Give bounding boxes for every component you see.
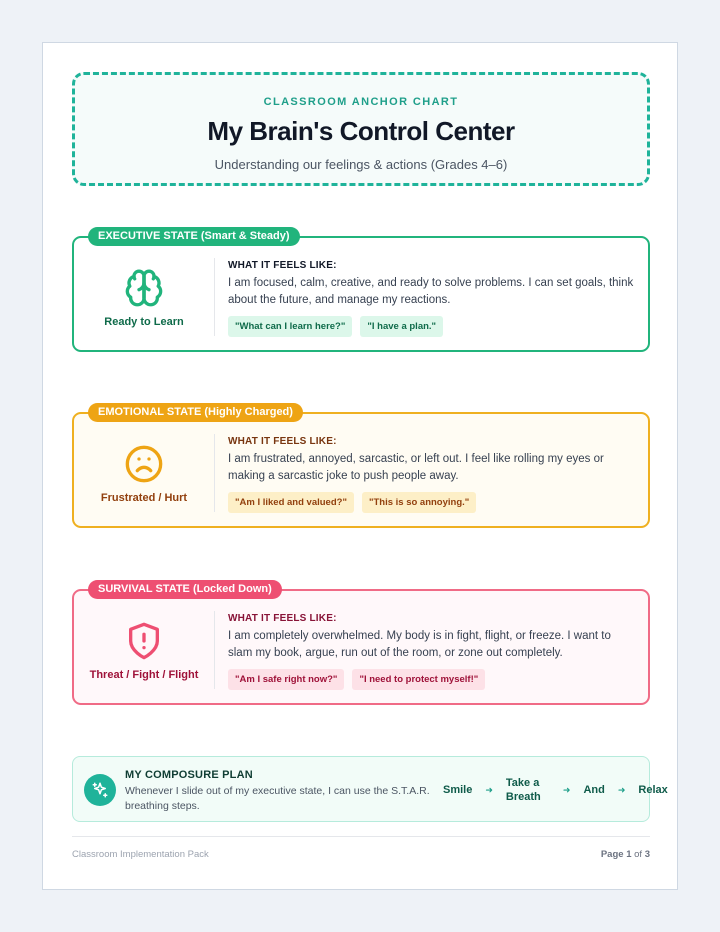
state-kicker: WHAT IT FEELS LIKE: bbox=[228, 260, 337, 271]
state-indicator bbox=[74, 434, 214, 512]
state-body bbox=[228, 260, 638, 337]
divider bbox=[214, 611, 215, 689]
composure-plan bbox=[72, 756, 668, 822]
shield-alert-icon bbox=[124, 621, 164, 661]
arrow-right-icon: ➜ bbox=[562, 784, 571, 795]
page-indicator bbox=[601, 849, 650, 860]
executive-state-card bbox=[72, 230, 650, 352]
footer-left-text: Classroom Implementation Pack bbox=[72, 849, 209, 860]
state-indicator bbox=[74, 611, 214, 689]
star-steps bbox=[443, 775, 668, 805]
page-label: Page bbox=[600, 849, 624, 860]
state-quotes bbox=[228, 669, 638, 690]
arrow-right-icon: ➜ bbox=[617, 784, 626, 795]
state-description: I am frustrated, annoyed, sarcastic, or left out. I feel like rolling my eyes or making a sarcastic joke to push people away. bbox=[228, 453, 604, 482]
star-step: Relax bbox=[638, 784, 668, 796]
thought-quote: "I have a plan." bbox=[360, 316, 443, 337]
anchor-chart-page bbox=[42, 42, 678, 890]
star-step: And bbox=[583, 784, 605, 796]
page-footer bbox=[72, 836, 650, 860]
state-label: Frustrated / Hurt bbox=[100, 492, 188, 504]
star-step: Take a Breath bbox=[505, 777, 541, 803]
state-indicator bbox=[74, 258, 214, 336]
state-quotes bbox=[228, 492, 638, 513]
state-body bbox=[228, 613, 638, 690]
state-label: Threat / Fight / Flight bbox=[89, 669, 199, 681]
thought-quote: "I need to protect myself!" bbox=[352, 669, 485, 690]
thought-quote: "Am I liked and valued?" bbox=[228, 492, 354, 513]
survival-state-card bbox=[72, 583, 650, 705]
state-kicker: WHAT IT FEELS LIKE: bbox=[228, 613, 337, 624]
chart-header bbox=[72, 72, 650, 186]
state-description: I am focused, calm, creative, and ready to solve problems. I can set goals, think about the future, and manage my reactions. bbox=[228, 277, 634, 306]
divider bbox=[214, 434, 215, 512]
brain-icon bbox=[124, 268, 164, 308]
state-quotes bbox=[228, 316, 638, 337]
plan-title: MY COMPOSURE PLAN bbox=[125, 769, 253, 781]
thought-quote: "What can I learn here?" bbox=[228, 316, 352, 337]
plan-text bbox=[125, 769, 430, 814]
state-tag: EXECUTIVE STATE (Smart & Steady) bbox=[88, 227, 300, 246]
arrow-right-icon: ➜ bbox=[485, 784, 493, 795]
chart-eyebrow: CLASSROOM ANCHOR CHART bbox=[263, 96, 459, 108]
state-body bbox=[228, 436, 638, 513]
state-description: I am completely overwhelmed. My body is in fight, flight, or freeze. I want to slam my book, argue, run out of the room, or zone out completely. bbox=[228, 630, 611, 659]
plan-description: Whenever I slide out of my executive state, I can use the S.T.A.R. breathing steps. bbox=[125, 785, 430, 812]
star-step: Smile bbox=[443, 784, 473, 796]
state-kicker: WHAT IT FEELS LIKE: bbox=[228, 436, 337, 447]
plan-badge bbox=[84, 774, 116, 806]
thought-quote: "Am I safe right now?" bbox=[228, 669, 344, 690]
state-tag: SURVIVAL STATE (Locked Down) bbox=[88, 580, 282, 599]
state-label: Ready to Learn bbox=[104, 316, 184, 328]
page-subtitle: Understanding our feelings & actions (Grades 4–6) bbox=[214, 157, 508, 172]
state-tag: EMOTIONAL STATE (Highly Charged) bbox=[88, 403, 303, 422]
page-total: 3 bbox=[644, 849, 650, 860]
page-of: of bbox=[634, 849, 643, 860]
frown-face-icon bbox=[124, 444, 164, 484]
emotional-state-card bbox=[72, 406, 650, 528]
page-title: My Brain's Control Center bbox=[207, 116, 515, 146]
divider bbox=[214, 258, 215, 336]
page-current: 1 bbox=[626, 849, 632, 860]
sparkles-icon bbox=[91, 781, 109, 799]
thought-quote: "This is so annoying." bbox=[362, 492, 476, 513]
